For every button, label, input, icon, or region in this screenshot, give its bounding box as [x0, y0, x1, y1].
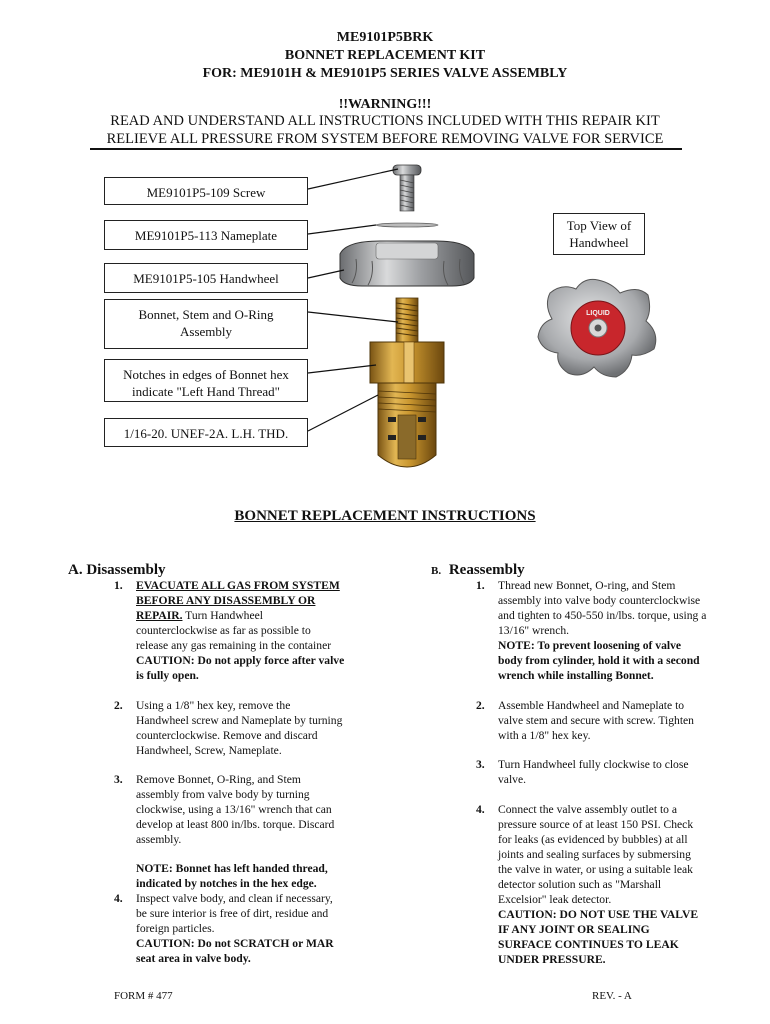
nameplate-part: [376, 223, 438, 227]
disassembly-step-1: [114, 578, 374, 688]
label-thread: 1/16-20. UNEF-2A. L.H. THD.: [104, 418, 308, 447]
top-view-label: [553, 213, 645, 255]
disassembly-note: [136, 861, 376, 891]
reassembly-step-1: [476, 578, 746, 688]
warning-line-1: READ AND UNDERSTAND ALL INSTRUCTIONS INCLUDED WITH THIS REPAIR KIT: [110, 113, 660, 129]
step-text: joints and sealing surfaces by submersing: [498, 848, 691, 861]
label-screw: ME9101P5-109 Screw: [104, 177, 308, 205]
step-text: be sure interior is free of dirt, residue and: [136, 907, 329, 920]
instructions-section-title: BONNET REPLACEMENT INSTRUCTIONS: [234, 508, 536, 524]
step-text: detector solution such as "Marshall: [498, 878, 662, 891]
step-text: Assemble Handwheel and Nameplate to: [498, 699, 685, 712]
step-text: the valve in water, or using a suitable leak: [498, 863, 693, 876]
label-bonnet-line-2: Assembly: [180, 324, 232, 339]
step-text: Turn Handwheel fully clockwise to close: [498, 758, 689, 771]
label-notches-line-2: indicate "Left Hand Thread": [132, 384, 280, 399]
handwheel-side-part: [340, 241, 474, 286]
step-text: assembly.: [136, 833, 182, 846]
doc-title-for: FOR: ME9101H & ME9101P5 SERIES VALVE ASSEMBLY: [202, 66, 568, 81]
step-text: BEFORE ANY DISASSEMBLY OR: [136, 594, 316, 607]
step-text: Turn Handwheel: [182, 609, 263, 622]
step-text: EVACUATE ALL GAS FROM SYSTEM: [136, 579, 340, 592]
step-text: for leaks (as evidenced by bubbles) at all: [498, 833, 688, 846]
step-text: release any gas remaining in the container: [136, 639, 332, 652]
form-number: FORM # 477: [114, 990, 173, 1002]
top-view-line-2: Handwheel: [569, 235, 629, 250]
reassembly-step-3: [476, 757, 746, 789]
step-number: 4.: [476, 803, 485, 816]
step-text: valve.: [498, 773, 527, 786]
step-text: is fully open.: [136, 669, 199, 682]
step-text: 13/16" wrench.: [498, 624, 570, 637]
doc-title-part-number: ME9101P5BRK: [336, 30, 434, 45]
step-text: develop at least 800 in/lbs. torque. Discard: [136, 818, 335, 831]
reassembly-heading: [431, 562, 525, 579]
step-text: seat area in valve body.: [136, 952, 251, 965]
step-text: with a 1/8" hex key.: [498, 729, 591, 742]
step-text: pressure source of at least 150 PSI. Check: [498, 818, 694, 831]
step-text: assembly from valve body by turning: [136, 788, 310, 801]
step-text: assembly into valve body counterclockwise: [498, 594, 701, 607]
step-text: Thread new Bonnet, O-ring, and Stem: [498, 579, 676, 592]
warning-title: !!WARNING!!!: [338, 97, 432, 112]
disassembly-title: Disassembly: [86, 562, 166, 578]
disassembly-step-4: [114, 891, 374, 971]
step-text: wrench while installing Bonnet.: [498, 669, 654, 682]
step-text: and tighten to 450-550 in/lbs. torque, using a: [498, 609, 707, 622]
reassembly-title: Reassembly: [448, 562, 525, 578]
step-text: CAUTION: Do not SCRATCH or MAR: [136, 937, 334, 950]
top-view-line-1: Top View of: [566, 218, 632, 233]
step-text: IF ANY JOINT OR SEALING: [498, 923, 650, 936]
handwheel-center-label: LIQUID: [586, 310, 610, 317]
step-text: foreign particles.: [136, 922, 215, 935]
label-handwheel: ME9101P5-105 Handwheel: [104, 263, 308, 293]
step-number: 2.: [114, 699, 123, 712]
bonnet-stem-assembly-part: [370, 298, 444, 467]
step-text: valve stem and secure with screw. Tighten: [498, 714, 694, 727]
step-text: Handwheel, Screw, Nameplate.: [136, 744, 282, 757]
step-number: 3.: [476, 758, 485, 771]
step-text: UNDER PRESSURE.: [498, 953, 606, 966]
step-text: REPAIR.: [136, 609, 183, 622]
step-number: 3.: [114, 773, 123, 786]
step-number: 4.: [114, 892, 123, 905]
label-notches: [104, 359, 308, 402]
reassembly-step-2: [476, 698, 746, 746]
step-text: Using a 1/8" hex key, remove the: [136, 699, 291, 712]
step-text: SURFACE CONTINUES TO LEAK: [498, 938, 679, 951]
step-text: NOTE: To prevent loosening of valve: [498, 639, 682, 652]
doc-title-kit: BONNET REPLACEMENT KIT: [284, 48, 486, 63]
disassembly-heading: [68, 562, 166, 579]
step-text: counterclockwise. Remove and discard: [136, 729, 318, 742]
step-text: clockwise, using a 13/16" wrench that can: [136, 803, 332, 816]
handwheel-top-view: [538, 279, 656, 377]
step-text: Inspect valve body, and clean if necessary,: [136, 892, 333, 905]
screw-part: [393, 165, 421, 211]
step-text: Excelsior" leak detector.: [498, 893, 612, 906]
label-bonnet-assembly: [104, 299, 308, 349]
reassembly-letter: B.: [431, 565, 442, 577]
note-text: indicated by notches in the hex edge.: [136, 877, 317, 890]
reassembly-step-4: [476, 802, 746, 972]
label-nameplate: ME9101P5-113 Nameplate: [104, 220, 308, 250]
step-number: 1.: [476, 579, 485, 592]
disassembly-letter: A.: [68, 562, 83, 578]
disassembly-step-3: [114, 772, 374, 852]
step-text: body from cylinder, hold it with a second: [498, 654, 700, 667]
label-notches-line-1: Notches in edges of Bonnet hex: [123, 367, 289, 382]
step-text: Remove Bonnet, O-Ring, and Stem: [136, 773, 301, 786]
step-number: 2.: [476, 699, 485, 712]
disassembly-step-2: [114, 698, 374, 760]
note-text: NOTE: Bonnet has left handed thread,: [136, 862, 328, 875]
warning-line-2: RELIEVE ALL PRESSURE FROM SYSTEM BEFORE REMOVING VALVE FOR SERVICE: [106, 131, 664, 147]
step-text: CAUTION: DO NOT USE THE VALVE: [498, 908, 699, 921]
step-text: Handwheel screw and Nameplate by turning: [136, 714, 343, 727]
step-number: 1.: [114, 579, 123, 592]
step-text: counterclockwise as far as possible to: [136, 624, 311, 637]
label-bonnet-line-1: Bonnet, Stem and O-Ring: [138, 307, 274, 322]
revision: REV. - A: [592, 990, 632, 1002]
step-text: CAUTION: Do not apply force after valve: [136, 654, 345, 667]
header-divider: [90, 148, 682, 150]
step-text: Connect the valve assembly outlet to a: [498, 803, 678, 816]
